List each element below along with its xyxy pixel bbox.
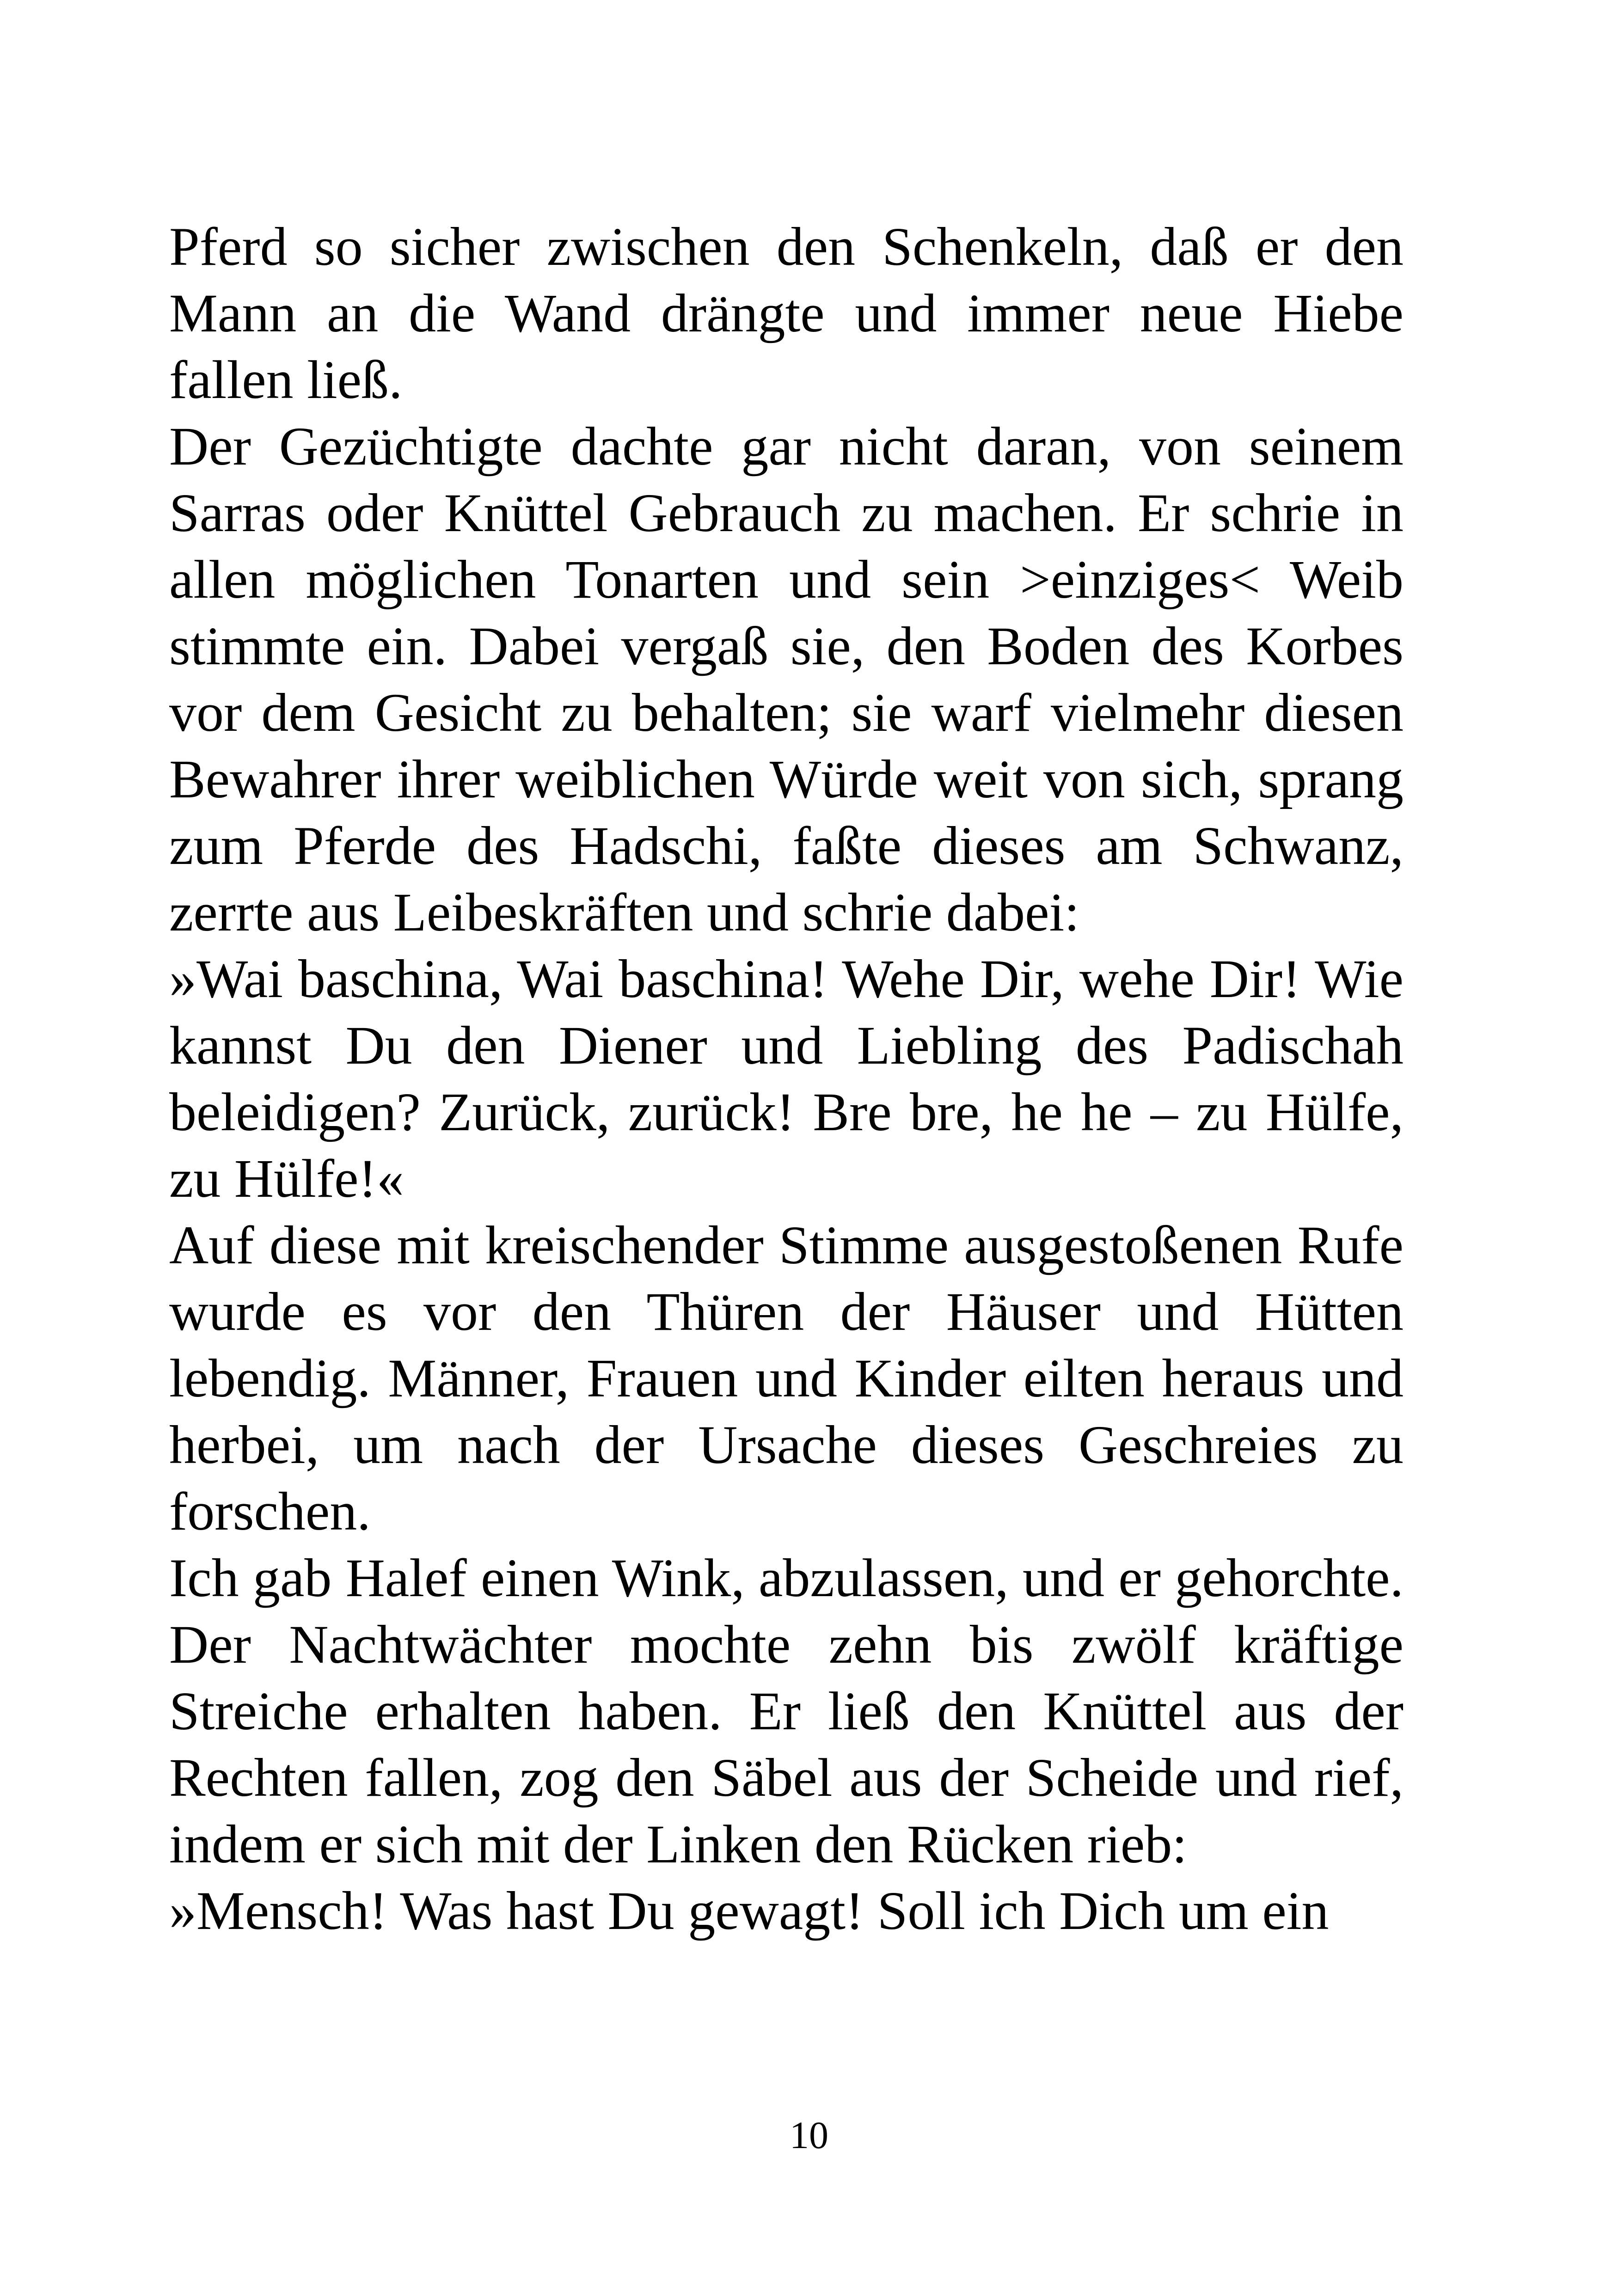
paragraph-1: Pferd so sicher zwischen den Schenkeln, daß er den Mann an die Wand drängte und immer neue Hiebe fallen ließ. [169, 216, 1403, 410]
page-number: 10 [790, 2114, 828, 2157]
paragraph-3: »Wai baschina, Wai baschina! Wehe Dir, wehe Dir! Wie kannst Du den Diener und Liebling des Padischah beleidigen? Zurück, zurück! Bre bre, he he – zu Hülfe, zu Hülfe!« [169, 949, 1403, 1209]
paragraph-4: Auf diese mit kreischender Stimme ausgestoßenen Rufe wurde es vor den Thüren der Häuser und Hütten lebendig. Männer, Frauen und Kinder eilten heraus und herbei, um nach der Ursache dieses Geschreies zu forschen. [169, 1215, 1403, 1542]
body-text [169, 214, 1403, 1944]
paragraph-6: »Mensch! Was hast Du gewagt! Soll ich Dich um ein [169, 1880, 1329, 1941]
paragraph-2: Der Gezüchtigte dachte gar nicht daran, von seinem Sarras oder Knüttel Gebrauch zu machen. Er schrie in allen möglichen Tonarten und sein >einziges< Weib stimmte ein. Dabei vergaß sie, den Boden des Korbes vor dem Gesicht zu behalten; sie warf vielmehr diesen Bewahrer ihrer weiblichen Würde weit von sich, sprang zum Pferde des Hadschi, faßte dieses am Schwanz, zerrte aus Leibeskräften und schrie dabei: [169, 416, 1403, 943]
paragraph-5: Ich gab Halef einen Wink, abzulassen, und er gehorchte. Der Nachtwächter mochte zehn bis zwölf kräftige Streiche erhalten haben. Er ließ den Knüttel aus der Rechten fallen, zog den Säbel aus der Scheide und rief, indem er sich mit der Linken den Rücken rieb: [169, 1548, 1403, 1874]
